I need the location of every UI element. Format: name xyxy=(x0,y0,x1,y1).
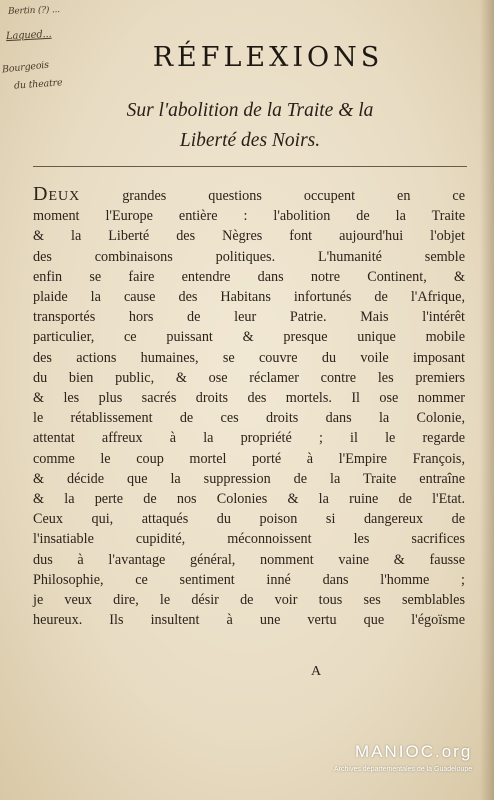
manuscript-note-1: Bertin (?) ... xyxy=(7,5,61,17)
manuscript-note-2: Laqued... xyxy=(5,28,52,43)
body-line: le rétablissement de ces droits dans la Colonie, xyxy=(33,410,465,427)
body-line: attentat affreux à la propriété ; il le regarde xyxy=(33,430,465,447)
body-line: heureux. Ils insultent à une vertu que l'égoïsme xyxy=(33,612,465,629)
drop-cap: Deux xyxy=(33,183,81,205)
body-line: dus à l'avantage général, nomment vaine & fausse xyxy=(33,551,465,568)
body-line: des combinaisons politiques. L'humanité semble xyxy=(33,248,465,265)
body-line: & décide que la suppression de la Traite entraîne xyxy=(33,470,465,487)
body-line: enfin se faire entendre dans notre Continent, & xyxy=(33,268,465,285)
body-line: plaide la cause des Habitans infortunés de l'Afrique, xyxy=(33,289,465,306)
manuscript-note-3: Bourgeois xyxy=(1,59,50,76)
body-line: & les plus sacrés droits des mortels. Il ose nommer xyxy=(33,390,465,407)
body-line: moment l'Europe entière : l'abolition de la Traite xyxy=(33,208,465,225)
subtitle-line-2: Liberté des Noirs. xyxy=(179,130,321,151)
body-line: Philosophie, ce sentiment inné dans l'homme ; xyxy=(33,571,465,588)
subtitle-line-1: Sur l'abolition de la Traite & la xyxy=(126,100,374,121)
signature-mark: A xyxy=(311,664,322,679)
body-line: comme le coup mortel porté à l'Empire François, xyxy=(33,450,465,467)
body-line: Ceux qui, attaqués du poison si dangereux de xyxy=(33,511,465,528)
body-line: particulier, ce puissant & presque unique mobile xyxy=(33,329,465,346)
document-subtitle xyxy=(40,96,460,156)
body-line: du bien public, & ose réclamer contre les premiers xyxy=(33,369,465,386)
watermark-caption: Archives départementales de la Guadeloupe xyxy=(334,766,473,773)
body-line: des actions humaines, se couvre du voile imposant xyxy=(33,349,465,366)
body-line: & la perte de nos Colonies & la ruine de l'Etat. xyxy=(33,491,465,508)
body-line: & la Liberté des Nègres font aujourd'hui l'objet xyxy=(33,228,465,245)
title-divider xyxy=(33,166,467,167)
body-line: grandes questions occupent en ce xyxy=(80,188,465,204)
document-title: RÉFLEXIONS xyxy=(152,42,384,73)
body-paragraph xyxy=(33,184,465,630)
manuscript-note-4: du theatre xyxy=(13,77,63,92)
page-edge-shadow xyxy=(480,0,494,800)
manioc-logo: MANIOC.org xyxy=(355,742,473,761)
body-line: je veux dire, le désir de voir tous ses semblables xyxy=(33,592,465,609)
body-line: transportés hors de leur Patrie. Mais l'intérêt xyxy=(33,309,465,326)
body-line: l'insatiable cupidité, méconnoissent les sacrifices xyxy=(33,531,465,548)
body-line-first xyxy=(33,184,465,206)
